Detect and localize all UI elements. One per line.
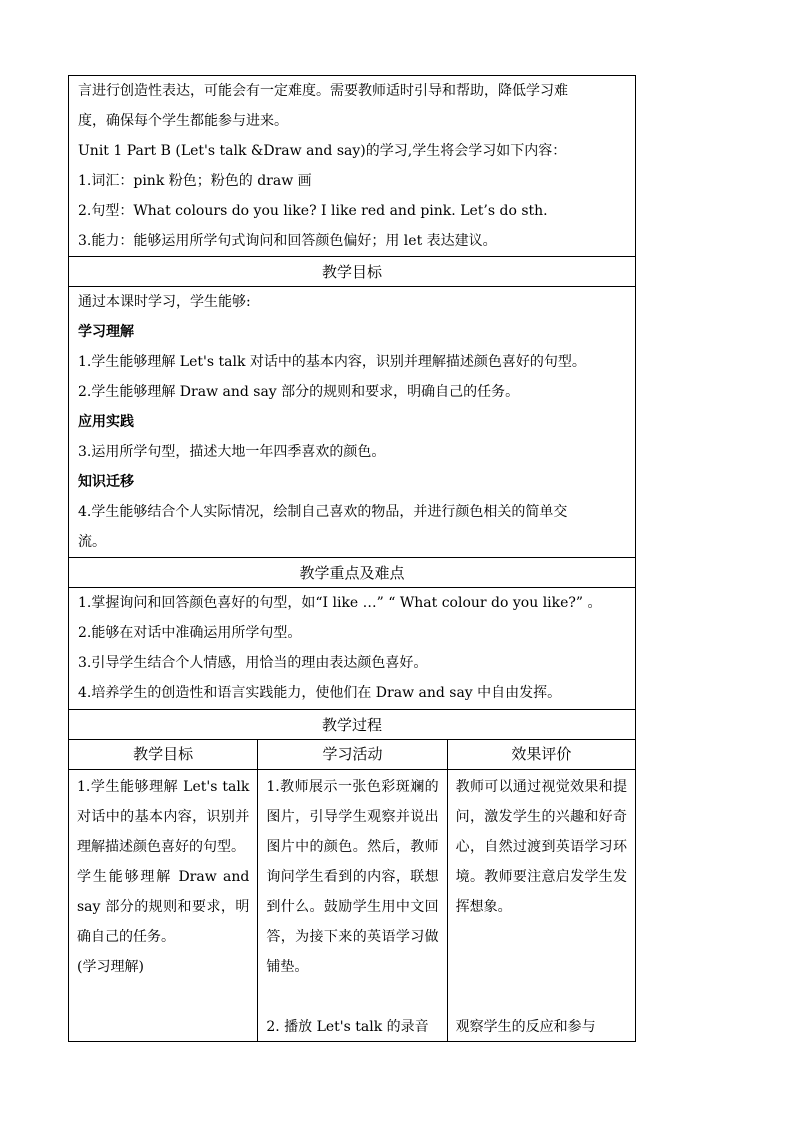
evaluation-cell	[447, 770, 635, 1041]
intro-section	[68, 75, 636, 257]
evaluation-text: 教师可以通过视觉效果和提问，激发学生的兴趣和好奇心，自然过渡到英语学习环境。教师要注意启发学生发挥想象。	[455, 779, 627, 915]
goal-tag: (学习理解)	[77, 959, 144, 975]
sentence-pattern-line: 2.句型：What colours do you like? I like red and pink. Let’s do sth.	[78, 203, 548, 219]
objective-item: 3.运用所学句型，描述大地一年四季喜欢的颜色。	[78, 444, 386, 460]
goal-text: 学生能够理解 Draw and say 部分的规则和要求，明确自己的任务。	[77, 869, 250, 945]
process-header: 教学过程	[68, 710, 636, 740]
objectives-intro: 通过本课时学习，学生能够:	[78, 294, 251, 310]
vocabulary-line: 1.词汇：pink 粉色；粉色的 draw 画	[78, 173, 312, 189]
objectives-heading: 应用实践	[78, 414, 134, 430]
keypoint-item: 2.能够在对话中准确运用所学句型。	[78, 625, 302, 641]
intro-line: 度，确保每个学生都能参与进来。	[78, 113, 288, 129]
keypoint-item: 4.培养学生的创造性和语言实践能力，使他们在 Draw and say 中自由发挥。	[78, 685, 562, 701]
keypoint-item: 3.引导学生结合个人情感，用恰当的理由表达颜色喜好。	[78, 655, 428, 671]
objectives-heading: 知识迁移	[78, 474, 134, 490]
objectives-heading: 学习理解	[78, 324, 134, 340]
lesson-plan-table	[68, 75, 636, 1042]
column-header-activity: 学习活动	[257, 740, 446, 769]
activity-cell	[257, 770, 446, 1041]
intro-line: 言进行创造性表达，可能会有一定难度。需要教师适时引导和帮助，降低学习难	[78, 83, 568, 99]
objective-item: 2.学生能够理解 Draw and say 部分的规则和要求，明确自己的任务。	[78, 384, 520, 400]
column-header-goal: 教学目标	[133, 745, 194, 763]
process-column-headers	[68, 740, 636, 770]
goal-text: 1.学生能够理解 Let's talk 对话中的基本内容，识别并理解描述颜色喜好的句型。	[77, 779, 250, 855]
activity-text: 2. 播放 Let's talk 的录音	[266, 1019, 429, 1035]
objective-item: 1.学生能够理解 Let's talk 对话中的基本内容，识别并理解描述颜色喜好的句型。	[78, 354, 586, 370]
goal-cell	[69, 770, 257, 1041]
process-row	[68, 770, 636, 1042]
objective-item: 流。	[78, 534, 106, 550]
keypoints-section	[68, 588, 636, 710]
intro-line: Unit 1 Part B (Let's talk &Draw and say)的学习,学生将会学习如下内容：	[78, 143, 567, 159]
objective-item: 4.学生能够结合个人实际情况，绘制自己喜欢的物品，并进行颜色相关的简单交	[78, 504, 568, 520]
objectives-section	[68, 287, 636, 558]
column-header-evaluation: 效果评价	[447, 740, 635, 769]
ability-line: 3.能力：能够运用所学句式询问和回答颜色偏好；用 let 表达建议。	[78, 233, 497, 249]
activity-text: 1.教师展示一张色彩斑斓的图片，引导学生观察并说出图片中的颜色。然后，教师询问学生看到的内容，联想到什么。鼓励学生用中文回答，为接下来的英语学习做铺垫。	[266, 779, 439, 975]
keypoints-header: 教学重点及难点	[68, 558, 636, 588]
objectives-header: 教学目标	[68, 257, 636, 287]
keypoint-item: 1.掌握询问和回答颜色喜好的句型，如“I like …” “ What colour do you like?” 。	[78, 595, 602, 611]
evaluation-text: 观察学生的反应和参与	[455, 1019, 596, 1035]
